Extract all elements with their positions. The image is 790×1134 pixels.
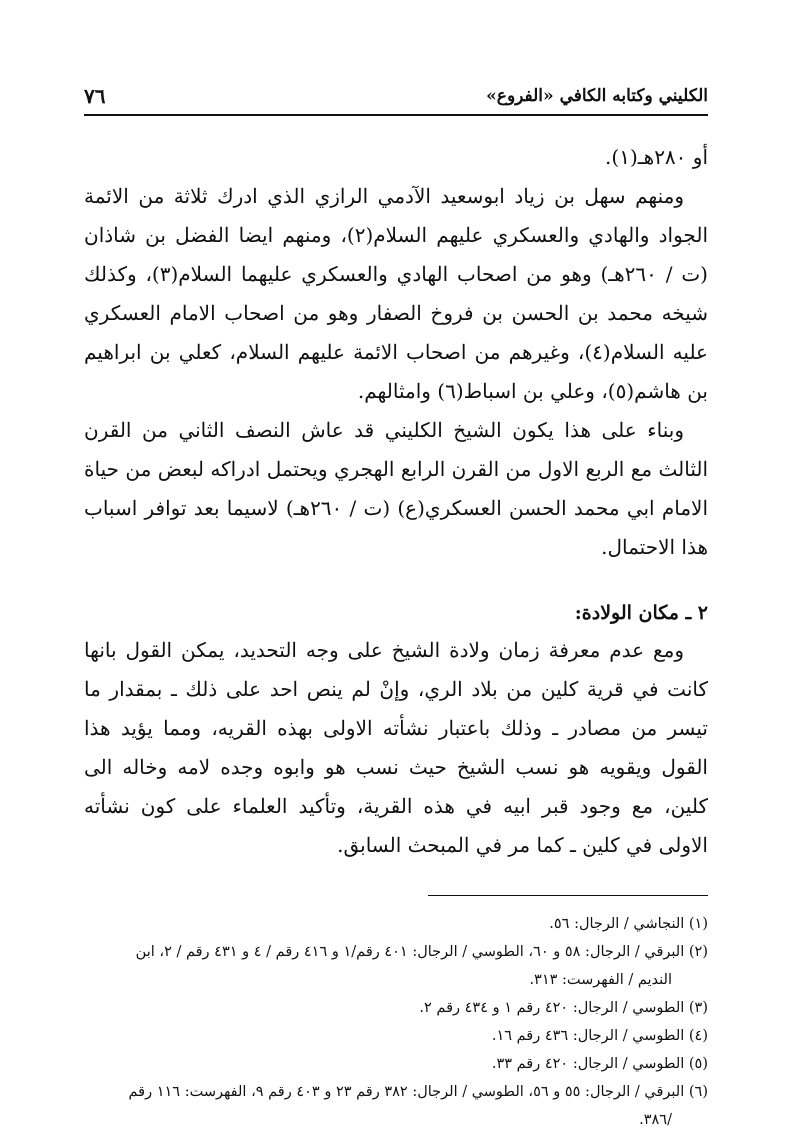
footnotes [84, 910, 708, 1134]
section-heading: ٢ ـ مكان الولادة: [574, 602, 708, 624]
footnote-6: (٦) البرقي / الرجال: ٥٥ و ٥٦، الطوسي / الرجال: ٣٨٢ رقم ٢٣ و ٤٠٣ رقم ٩، الفهرست: ١١٦ رقم [128, 1084, 708, 1100]
paragraph-conclusion: وبناء على هذا يكون الشيخ الكليني قد عاش النصف الثاني من القرن الثالث مع الربع الاول من القرن الرابع الهجري ويحتمل ادراكه لبعض من حياة الامام ابي محمد الحسن العسكري(ع) (ت / ٢٦٠هـ) لاسيما بعد توافر اسباب هذا الاحتمال. [84, 418, 709, 559]
paragraph-narrators: ومنهم سهل بن زياد ابوسعيد الآدمي الرازي الذي ادرك ثلاثة من الائمة الجواد والهادي والعسكري عليهم السلام(٢)، ومنهم ايضا الفضل بن شاذان (ت / ٢٦٠هـ) وهو من اصحاب الهادي والعسكري عليهما السلام(٣)، وكذلك شيخه محمد بن الحسن بن فروخ الصفار وهو من اصحاب الامام العسكري عليه السلام(٤)، وغيرهم من اصحاب الائمة عليهم السلام، كعلي بن ابراهيم بن هاشم(٥)، وعلي بن اسباط(٦) وامثالهم. [84, 184, 708, 403]
footnote-5: (٥) الطوسي / الرجال: ٤٢٠ رقم ٣٣. [491, 1056, 708, 1072]
paragraph-continuation: أو ٢٨٠هـ(١). [605, 145, 708, 169]
footnote-3: (٣) الطوسي / الرجال: ٤٢٠ رقم ١ و ٤٣٤ رقم ٢. [419, 1000, 708, 1016]
section-spacer [84, 567, 708, 585]
page-number: ٧٦ [84, 84, 106, 108]
paragraph-birthplace: ومع عدم معرفة زمان ولادة الشيخ على وجه التحديد، يمكن القول بانها كانت في قرية كلين من بلاد الري، وإنْ لم ينص احد على ذلك ـ بمقدار ما تيسر من مصادر ـ وذلك باعتبار نشأته الاولى بهذه القريه، ومما يؤيد هذا القول ويقويه هو نسب الشيخ حيث نسب هو وابوه وجده لامه وخاله الى كلين، مع وجود قبر ابيه في هذه القرية، وتأكيد العلماء على كون نشأته الاولى في كلين ـ كما مر في المبحث السابق. [84, 638, 708, 857]
footnote-6-continuation: /٣٨٦. [639, 1112, 672, 1128]
footnote-divider [428, 895, 708, 896]
footnote-4: (٤) الطوسي / الرجال: ٤٣٦ رقم ١٦. [491, 1028, 708, 1044]
footnote-2: (٢) البرقي / الرجال: ٥٨ و ٦٠، الطوسي / الرجال: ٤٠١ رقم/١ و ٤١٦ رقم / ٤ و ٤٣١ رقم / ٢، ابن [135, 944, 708, 960]
running-header-title: الكليني وكتابه الكافي «الفروع» [486, 86, 708, 106]
footnote-1: (١) النجاشي / الرجال: ٥٦. [549, 916, 708, 932]
book-page [84, 70, 708, 1134]
footnote-2-continuation: النديم / الفهرست: ٣١٣. [529, 972, 672, 988]
main-text [84, 138, 708, 865]
running-header [84, 70, 708, 116]
